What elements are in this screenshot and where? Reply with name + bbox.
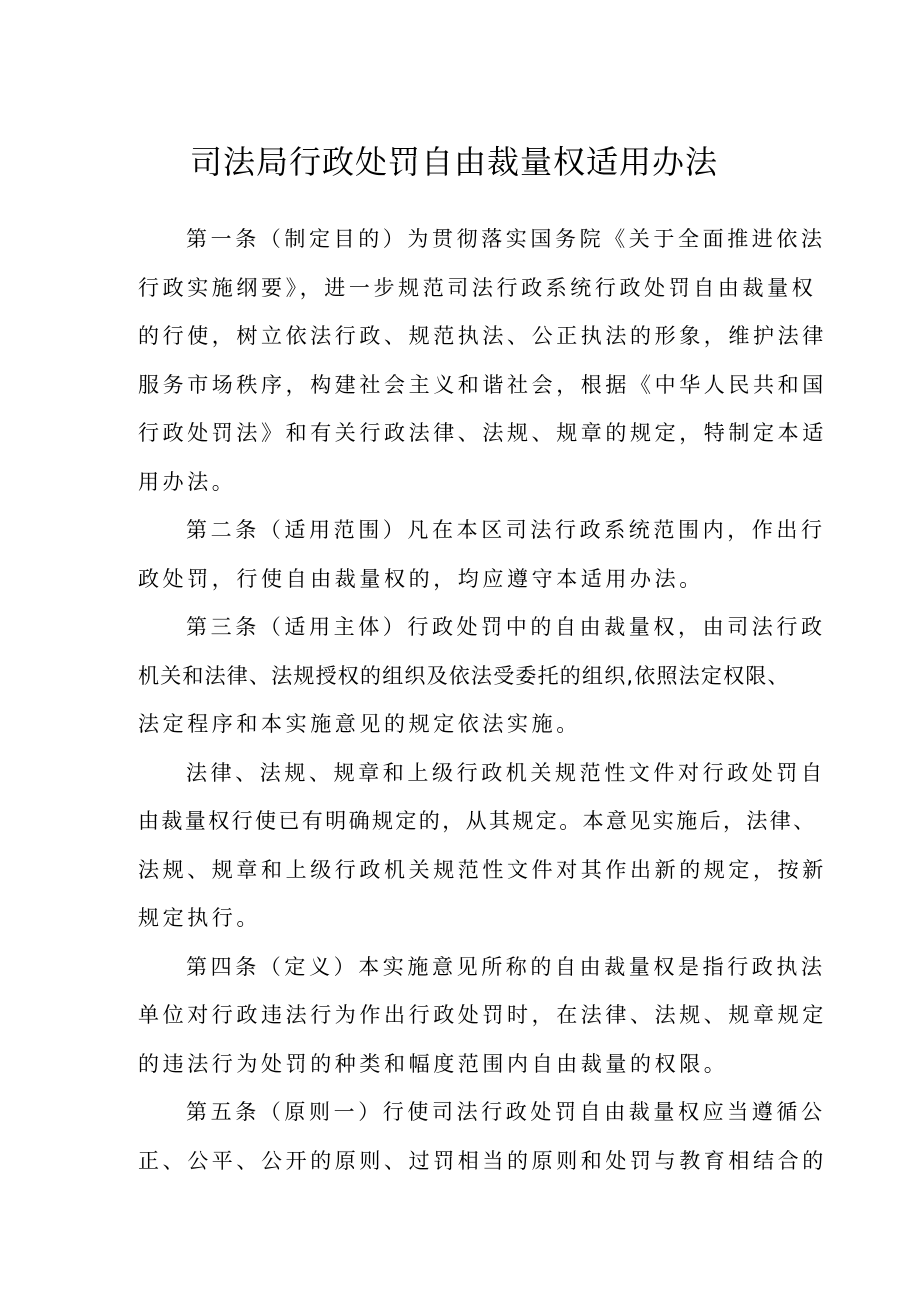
text-line: 单位对行政违法行为作出行政处罚时，在法律、法规、规章规定 [138,1003,827,1027]
document-body [138,215,827,1185]
text-line: 政处罚，行使自由裁量权的，均应遵守本适用办法。 [138,566,704,591]
text-line: 法定程序和本实施意见的规定依法实施。 [138,712,581,736]
text-line: 法规、规章和上级行政机关规范性文件对其作出新的规定，按新 [138,857,827,882]
text-line: 第五条（原则一）行使司法行政处罚自由裁量权应当遵循公 [186,1100,826,1124]
text-line: 行政实施纲要》，进一步规范司法行政系统行政处罚自由裁量权 [138,275,817,300]
text-line: 第二条（适用范围）凡在本区司法行政系统范围内，作出行 [186,518,826,542]
text-line: 规定执行。 [138,906,261,930]
text-line: 用办法。 [138,469,237,494]
text-line: 机关和法律、法规授权的组织及依法受委托的组织,依照法定权限、 [138,663,790,688]
text-line: 正、公平、公开的原则、过罚相当的原则和处罚与教育相结合的 [138,1148,827,1173]
text-line: 由裁量权行使已有明确规定的，从其规定。本意见实施后，法律、 [138,809,817,833]
text-line: 服务市场秩序，构建社会主义和谐社会，根据《中华人民共和国 [138,372,827,397]
text-line: 法律、法规、规章和上级行政机关规范性文件对行政处罚自 [186,760,826,785]
text-line: 的行使，树立依法行政、规范执法、公正执法的形象，维护法律 [138,324,827,348]
text-line: 第四条（定义）本实施意见所称的自由裁量权是指行政执法 [186,954,826,979]
text-line: 第一条（制定目的）为贯彻落实国务院《关于全面推进依法 [186,227,826,251]
text-line: 的违法行为处罚的种类和幅度范围内自由裁量的权限。 [138,1051,729,1076]
document-title: 司法局行政处罚自由裁量权适用办法 [189,143,718,181]
text-line: 行政处罚法》和有关行政法律、法规、规章的规定，特制定本适 [138,421,827,445]
text-line: 第三条（适用主体）行政处罚中的自由裁量权，由司法行政 [186,615,826,639]
